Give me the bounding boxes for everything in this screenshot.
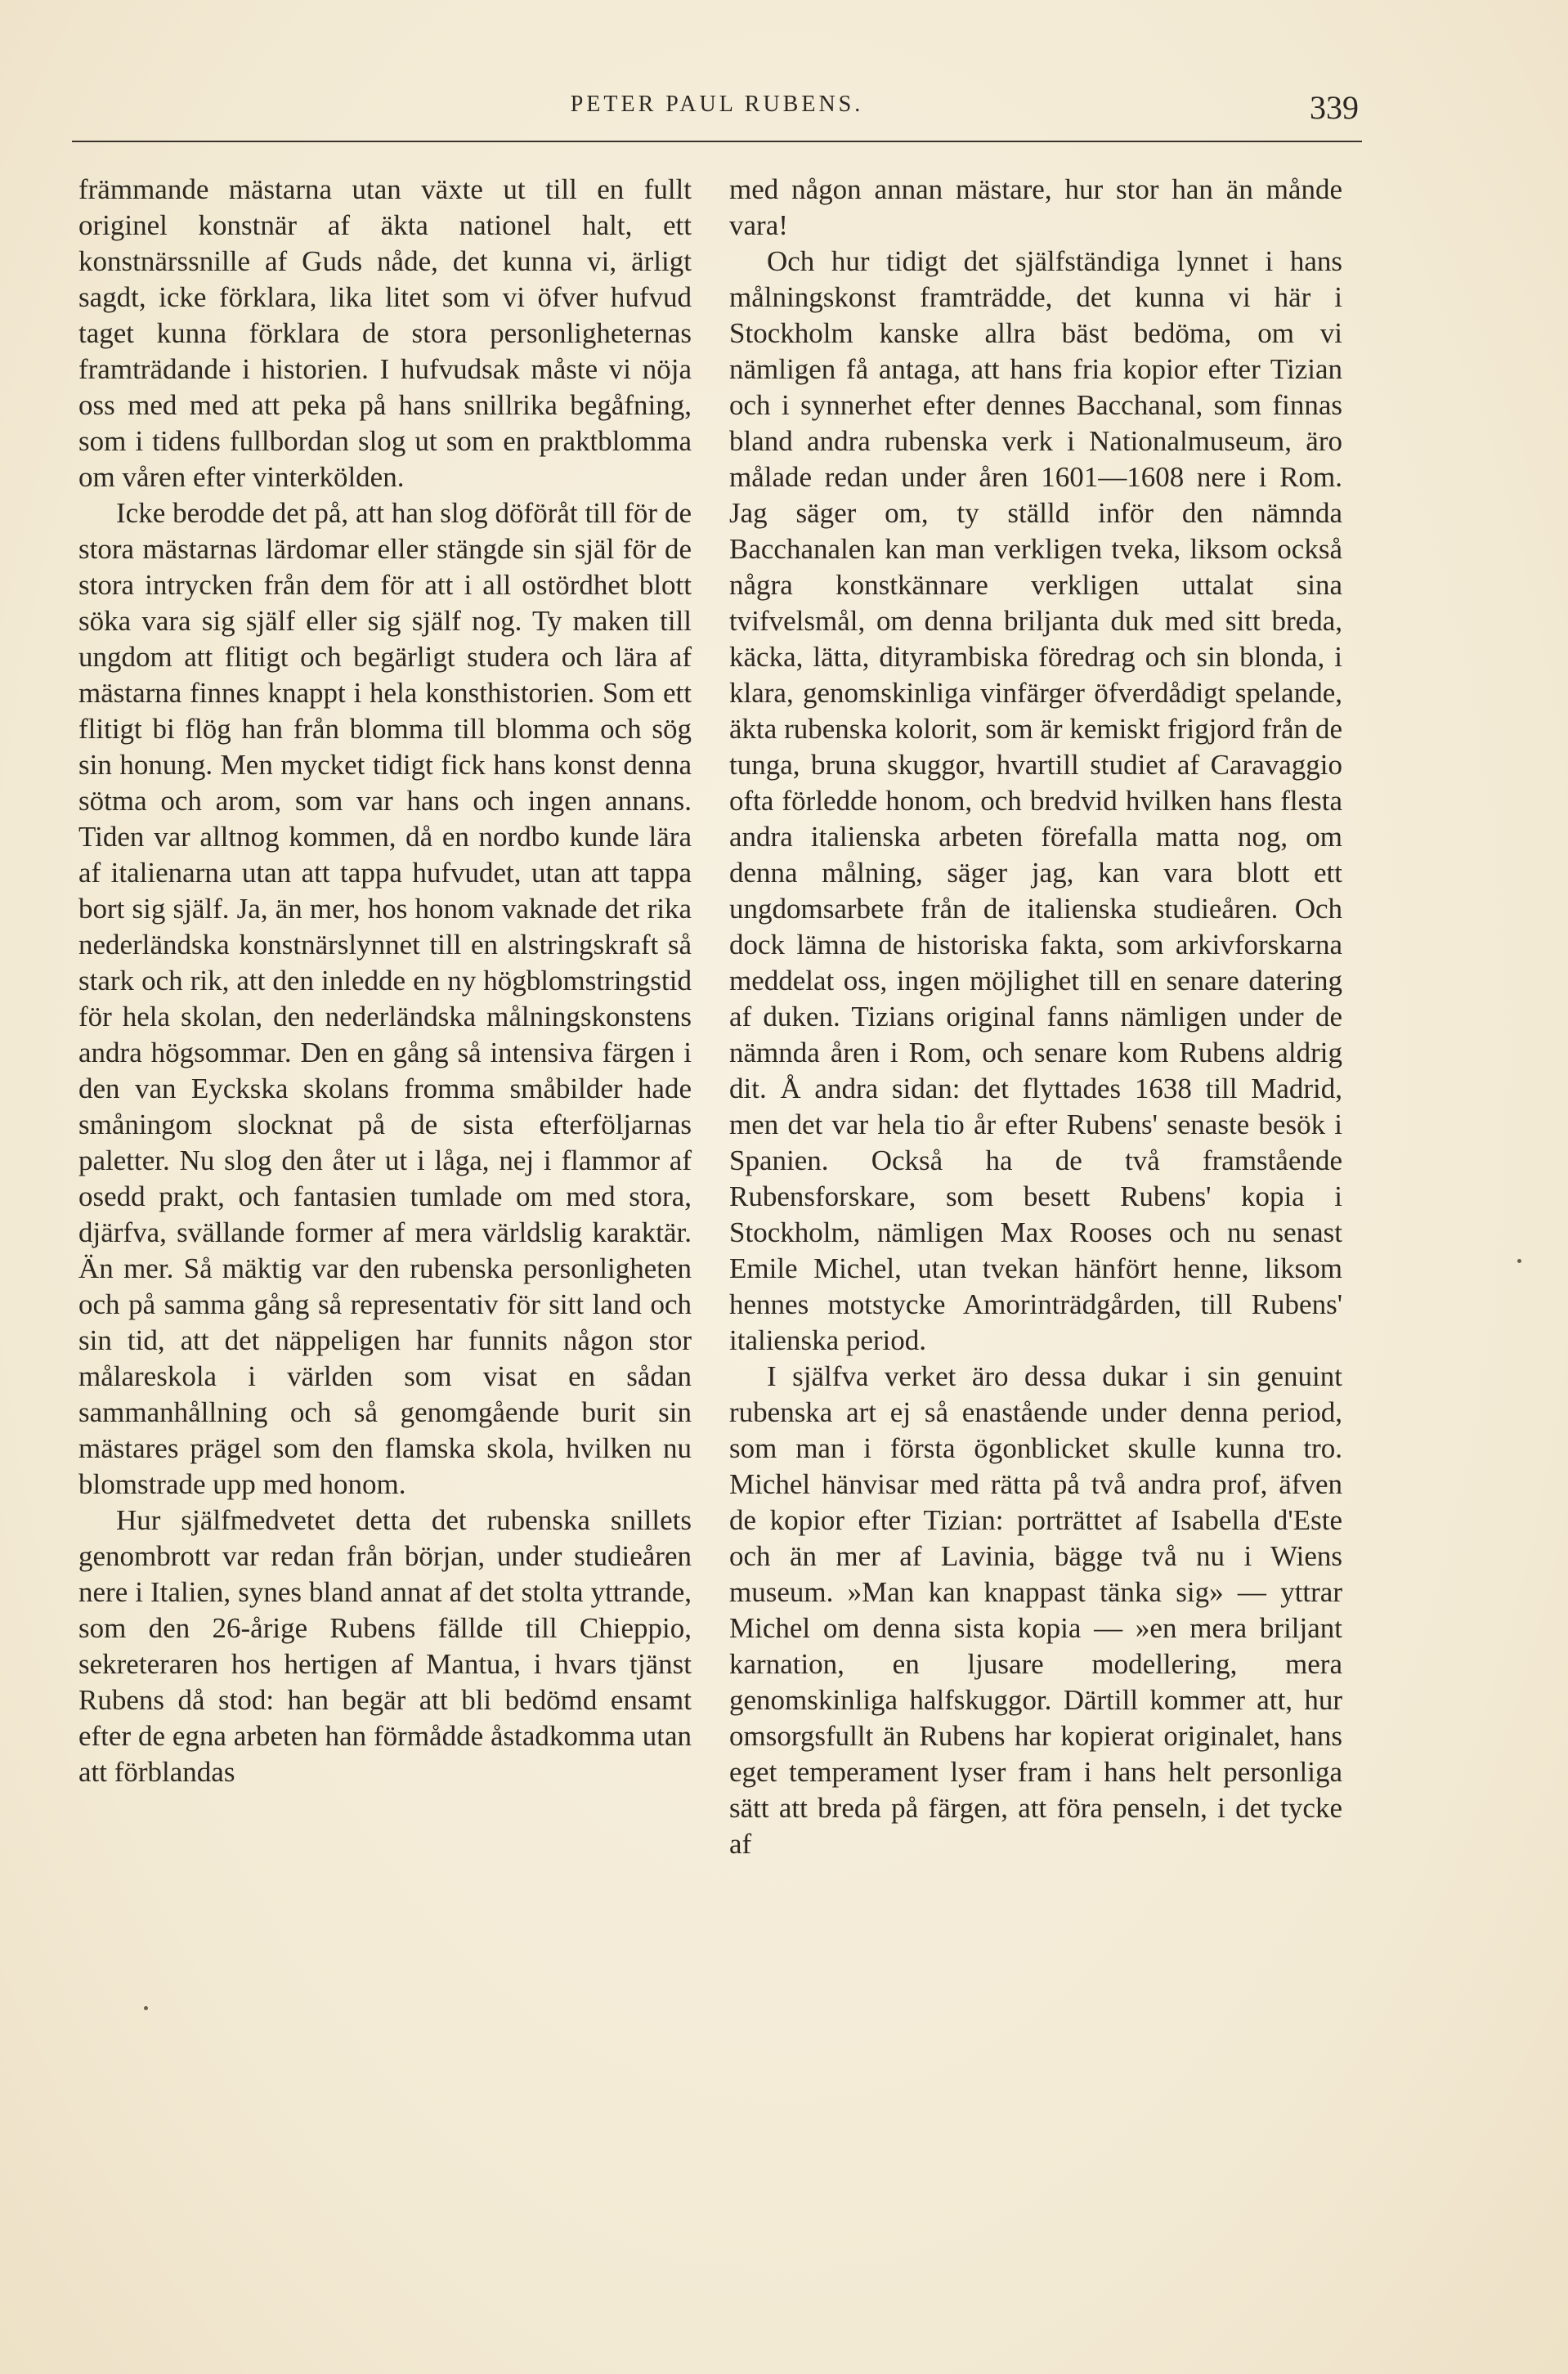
left-column bbox=[78, 172, 692, 1790]
right-paragraph-3: I själfva verket äro dessa dukar i sin genuint rubenska art ej så enastående under denna period, som man i första ögonblicket skulle kunna tro. Michel hänvisar med rätta på två andra prof, äfven de kopior efter Tizian: porträttet af Isabella d'Este och än mer af Lavinia, bägge två nu i Wiens museum. »Man kan knappast tänka sig» — yttrar Michel om denna sista kopia — »en mera briljant karnation, en ljusare modellering, mera genomskinliga halfskuggor. Därtill kommer att, hur omsorgsfullt än Rubens har kopierat originalet, hans eget temperament lyser fram i hans helt personliga sätt att breda på färgen, att föra penseln, i det tycke af bbox=[729, 1360, 1342, 1860]
left-paragraph-2: Icke berodde det på, att han slog döföråt till för de stora mästarnas lärdomar eller stängde sin själ för de stora intrycken från dem för att i all ostördhet blott söka vara sig själf eller sig själf nog. Ty maken till ungdom att flitigt och begärligt studera och lära af mästarna finnes knappt i hela konsthistorien. Som ett flitigt bi flög han från blomma till blomma och sög sin honung. Men mycket tidigt fick hans konst denna sötma och arom, som var hans och ingen annans. Tiden var alltnog kommen, då en nordbo kunde lära af italienarna utan att tappa hufvudet, utan att tappa bort sig själf. Ja, än mer, hos honom vaknade det rika nederländska konstnärslynnet till en alstringskraft så stark och rik, att den inledde en ny högblomstringstid för hela skolan, den nederländska målningskonstens andra högsommar. Den en gång så intensiva färgen i den van Eyckska skolans fromma småbilder hade småningom slocknat på de sista efterföljarnas paletter. Nu slog den åter ut i låga, nej i flammor af osedd prakt, och fantasien tumlade om med stora, djärfva, svällande former af mera världslig karaktär. Än mer. Så mäktig var den rubenska personligheten och på samma gång så representativ för sitt land och sin tid, att det näppeligen har funnits någon stor målareskola i världen som visat en sådan sammanhållning och så genomgående burit sin mästares prägel som den flamska skola, hvilken nu blomstrade upp med honom. bbox=[78, 497, 692, 1500]
paper-speck bbox=[1517, 1259, 1521, 1263]
right-paragraph-1: med någon annan mästare, hur stor han än månde vara! bbox=[729, 173, 1342, 241]
paper-speck bbox=[144, 2006, 148, 2010]
right-paragraph-2: Och hur tidigt det själfständiga lynnet i hans målningskonst framträdde, det kunna vi här i Stockholm kanske allra bäst bedöma, om vi nämligen få antaga, att hans fria kopior efter Tizian och i synnerhet efter dennes Bacchanal, som finnas bland andra rubenska verk i Nationalmuseum, äro målade redan under åren 1601—1608 nere i Rom. Jag säger om, ty ställd inför den nämnda Bacchanalen kan man verkligen tveka, liksom också några konstkännare verkligen uttalat sina tvifvelsmål, om denna briljanta duk med sitt breda, käcka, lätta, dityrambiska föredrag och sin blonda, i klara, genomskinliga vinfärger öfverdådigt spelande, äkta rubenska kolorit, som är kemiskt frigjord från de tunga, bruna skuggor, hvartill studiet af Caravaggio ofta förledde honom, och bredvid hvilken hans flesta andra italienska arbeten förefalla matta nog, om denna målning, säger jag, kan vara blott ett ungdomsarbete från de italienska studieåren. Och dock lämna de historiska fakta, som arkivforskarna meddelat oss, ingen möjlighet till en senare datering af duken. Tizians original fanns nämligen under de nämnda åren i Rom, och senare kom Rubens aldrig dit. Å andra sidan: det flyttades 1638 till Madrid, men det var hela tio år efter Rubens' senaste besök i Spanien. Också ha de två framstående Rubensforskare, som besett Rubens' kopia i Stockholm, nämligen Max Rooses och nu senast Emile Michel, utan tvekan hänfört henne, liksom hennes motstycke Amorinträdgården, till Rubens' italienska period. bbox=[729, 245, 1342, 1356]
page-number: 339 bbox=[1310, 89, 1359, 126]
left-paragraph-3: Hur själfmedvetet detta det rubenska snillets genombrott var redan från början, under studieåren nere i Italien, synes bland annat af det stolta yttrande, som den 26-årige Rubens fällde till Chieppio, sekreteraren hos hertigen af Mantua, i hvars tjänst Rubens då stod: han begär att bli bedömd ensamt efter de egna arbeten han förmådde åstadkomma utan att förblandas bbox=[78, 1504, 692, 1788]
left-paragraph-1: främmande mästarna utan växte ut till en fullt originel konstnär af äkta nationel halt, ett konstnärssnille af Guds nåde, det kunna vi, ärligt sagdt, icke förklara, lika litet som vi öfver hufvud taget kunna förklara de stora personligheternas framträdande i historien. I hufvudsak måste vi nöja oss med med att peka på hans snillrika begåfning, som i tidens fullbordan slog ut som en praktblomma om våren efter vinterkölden. bbox=[78, 173, 692, 493]
right-column bbox=[729, 172, 1342, 1862]
header-title: PETER PAUL RUBENS. bbox=[570, 92, 864, 117]
running-header bbox=[72, 82, 1362, 142]
